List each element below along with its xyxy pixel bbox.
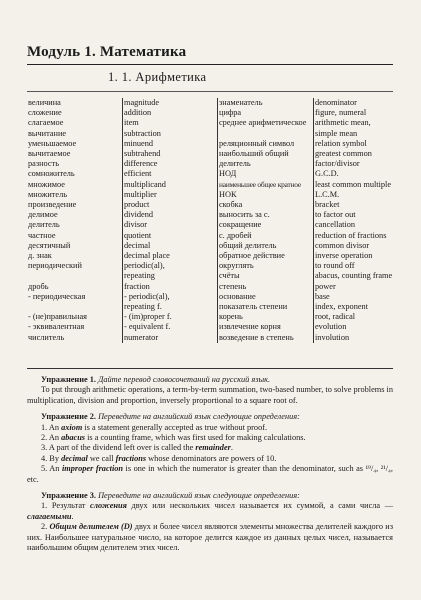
russian-term: делимое <box>28 210 58 220</box>
vocab-row <box>27 180 404 190</box>
exercise-1-text: To put through arithmetic operations, a term-by-term summation, two-based number, to solve problems in multiplication, division and proportion, inversely proportional to a square root of. <box>27 385 393 405</box>
english-term: item <box>123 118 218 128</box>
vocab-row <box>27 271 404 281</box>
russian-term: счёты <box>218 271 314 281</box>
english-term: to round off <box>314 261 405 271</box>
exercise-label: Упражнение 2. <box>41 412 96 422</box>
russian-term: возведение в степень <box>218 333 314 343</box>
russian-term: обратное действие <box>218 251 314 261</box>
exercise-3-heading <box>27 491 393 501</box>
english-term: multiplicand <box>123 180 218 190</box>
english-term: involution <box>314 333 405 343</box>
russian-term: вычитание <box>28 128 67 138</box>
definition-item: 2. Общим делителем (D) двух и более чисел являются элементы множества делителей каждого из них. Наибольшее натуральное число, на которое делится каждое из данных целых чисел, называется наибольшим общим делителем этих чисел. <box>27 522 394 553</box>
vocab-row <box>27 333 404 343</box>
english-term: inverse operation <box>314 251 405 261</box>
vocab-row <box>27 261 404 271</box>
english-term: L.C.M. <box>314 190 405 200</box>
vocab-row <box>27 210 404 220</box>
vocab-row <box>27 292 404 302</box>
russian-term: извлечение корня <box>218 322 314 332</box>
english-term: magnitude <box>123 98 218 108</box>
exercise-label: Упражнение 3. <box>41 491 96 501</box>
english-term: decimal place <box>123 251 218 261</box>
russian-term: величина <box>28 98 61 107</box>
exercise-2-heading <box>27 412 393 422</box>
vocab-row <box>27 302 404 312</box>
russian-term <box>218 129 314 139</box>
russian-term: уменьшаемое <box>28 138 77 148</box>
english-term: difference <box>123 159 218 169</box>
english-term: power <box>314 282 405 292</box>
module-title: Модуль 1. Математика <box>27 44 187 60</box>
russian-term: множитель <box>28 189 68 199</box>
english-term: - periodic(al), <box>123 292 218 302</box>
english-term: subtraction <box>123 129 218 139</box>
english-term: subtrahend <box>123 149 218 159</box>
fraction-examples: ¹⁹/₄, ²¹/₄, etc. <box>27 464 393 484</box>
russian-term <box>27 302 123 312</box>
definition-item: 1. Результат сложения двух или нескольких чисел называется их суммой, а сами числа — слагаемыми. <box>27 501 393 521</box>
russian-term: реляционный символ <box>218 139 314 149</box>
vocab-row <box>27 98 404 108</box>
vocab-row <box>27 231 404 241</box>
english-term: simple mean <box>314 129 405 139</box>
english-term: figure, numeral <box>314 108 405 118</box>
exercises-block <box>27 375 393 554</box>
russian-term: десятичный <box>28 240 71 250</box>
russian-term: общий делитель <box>218 241 314 251</box>
russian-term: частное <box>28 230 56 240</box>
vocab-row <box>27 159 404 169</box>
english-term: denominator <box>314 98 405 108</box>
english-term: base <box>314 292 405 302</box>
russian-term: делитель <box>28 220 60 230</box>
english-term: common divisor <box>314 241 405 251</box>
russian-term: знаменатель <box>218 98 314 108</box>
russian-term: округлять <box>218 261 314 271</box>
english-term: divisor <box>123 220 218 230</box>
russian-term: НОД <box>218 169 314 179</box>
english-term: repeating f. <box>123 302 218 312</box>
definition-item: 1. An axiom is a statement generally accepted as true without proof. <box>41 422 268 432</box>
table-bottom-divider <box>27 368 393 369</box>
russian-term: степень <box>218 282 314 292</box>
english-term: quotient <box>123 231 218 241</box>
russian-term: периодический <box>28 261 82 271</box>
russian-term: - (не)правильная <box>28 312 87 322</box>
vocab-row <box>27 139 404 149</box>
vocab-row <box>27 241 404 251</box>
title-divider <box>27 64 393 65</box>
russian-term: слагаемое <box>28 118 64 128</box>
vocab-row <box>27 169 404 179</box>
english-term: root, radical <box>314 312 405 322</box>
english-term: index, exponent <box>314 302 405 312</box>
russian-term: с. дробей <box>218 231 314 241</box>
russian-term <box>27 271 123 281</box>
english-term: addition <box>123 108 218 118</box>
exercise-instruction: Переведите на английский язык следующие определения: <box>98 491 300 501</box>
vocab-row <box>27 312 404 322</box>
english-term: cancellation <box>314 220 405 230</box>
english-term: greatest common <box>314 149 405 159</box>
english-term: reduction of fractions <box>314 231 405 241</box>
english-term: minuend <box>123 139 218 149</box>
russian-term: корень <box>218 312 314 322</box>
definition-item: 3. A part of the dividend left over is called the remainder. <box>41 443 233 453</box>
english-term: least common multiple <box>314 180 405 190</box>
russian-term: основание <box>218 292 314 302</box>
definition-item: 4. By decimal we call fractions whose denominators are powers of 10. <box>41 453 277 463</box>
english-term: - (im)proper f. <box>123 312 218 322</box>
english-term: periodic(al), <box>123 261 218 271</box>
russian-term: наименьшее общее кратное <box>218 180 314 190</box>
definition-item: 5. An improper fraction is one in which the numerator is greater than the denominator, such as ¹⁹/₄, ²¹/₄, etc. <box>27 464 393 484</box>
russian-term: вычитаемое <box>28 149 71 159</box>
russian-term: цифра <box>218 108 314 118</box>
russian-term: дробь <box>28 281 49 291</box>
russian-term: скобка <box>218 200 314 210</box>
russian-term: произведение <box>28 200 77 210</box>
vocab-row <box>27 149 404 159</box>
russian-term: наибольший общий <box>218 149 314 159</box>
english-term: relation symbol <box>314 139 405 149</box>
russian-term: показатель степени <box>218 302 314 312</box>
russian-term: делитель <box>218 159 314 169</box>
russian-term: сокращение <box>218 220 314 230</box>
russian-term: разность <box>28 159 59 169</box>
english-term: numerator <box>123 333 218 343</box>
english-term: decimal <box>123 241 218 251</box>
vocab-row <box>27 118 404 128</box>
exercise-1-heading <box>27 375 393 385</box>
vocab-row <box>27 200 404 210</box>
exercise-instruction: Дайте перевод словосочетаний на русский язык. <box>98 375 271 384</box>
vocab-row <box>27 282 404 292</box>
english-term: - equivalent f. <box>123 322 218 332</box>
vocab-row <box>27 129 404 139</box>
russian-term: д. знак <box>28 251 52 261</box>
russian-term: - эквивалентная <box>28 322 85 332</box>
english-term: product <box>123 200 218 210</box>
russian-term: сложение <box>28 108 62 118</box>
vocab-row <box>27 190 404 200</box>
exercise-label: Упражнение 1. <box>41 375 96 384</box>
english-term: factor/divisor <box>314 159 405 169</box>
english-term: abacus, counting frame <box>314 271 405 281</box>
russian-term: выносить за с. <box>218 210 314 220</box>
vocab-row <box>27 220 404 230</box>
section-divider <box>27 91 393 92</box>
definition-item: 2. An abacus is a counting frame, which was first used for making calculations. <box>41 433 306 443</box>
vocabulary-table <box>27 98 404 343</box>
russian-term: сомножитель <box>28 169 75 179</box>
english-term: arithmetic mean, <box>314 118 405 128</box>
english-term: efficient <box>123 169 218 179</box>
russian-term: среднее арифметическое <box>218 118 314 128</box>
english-term: repeating <box>123 271 218 281</box>
russian-term: НОК <box>218 190 314 200</box>
english-term: to factor out <box>314 210 405 220</box>
english-term: bracket <box>314 200 405 210</box>
vocab-row <box>27 251 404 261</box>
russian-term: числитель <box>28 332 65 342</box>
english-term: evolution <box>314 322 405 332</box>
english-term: multiplier <box>123 190 218 200</box>
exercise-instruction: Переведите на английский язык следующие определения: <box>98 412 300 422</box>
english-term: fraction <box>123 282 218 292</box>
russian-term: множимое <box>28 179 65 189</box>
russian-term: - периодическая <box>28 291 86 301</box>
vocab-row <box>27 322 404 332</box>
english-term: dividend <box>123 210 218 220</box>
section-title: 1. 1. Арифметика <box>108 70 207 84</box>
vocab-row <box>27 108 404 118</box>
english-term: G.C.D. <box>314 169 405 179</box>
